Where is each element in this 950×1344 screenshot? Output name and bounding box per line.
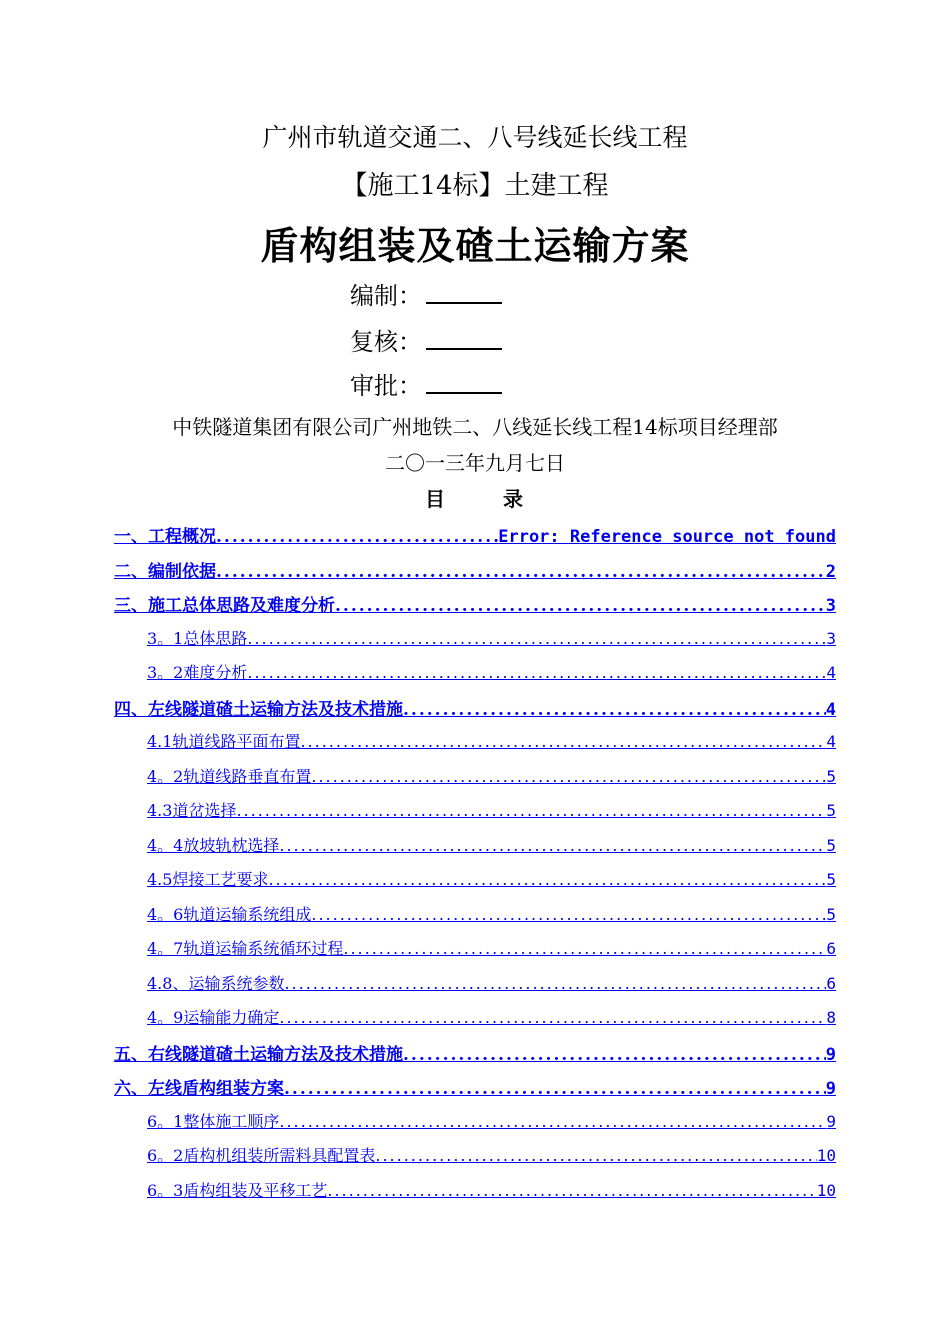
toc-leader-dots (216, 562, 826, 582)
toc-entry[interactable] (147, 936, 836, 959)
toc-entry-page: 9 (825, 1045, 836, 1065)
organization: 中铁隧道集团有限公司广州地铁二、八线延长线工程14标项目经理部 (172, 415, 778, 439)
toc-leader-dots (311, 905, 826, 924)
toc-heading-right: 录 (503, 487, 525, 511)
toc-entry[interactable] (147, 660, 836, 683)
toc-entry-page: 6 (826, 974, 836, 993)
toc-entry-page: 10 (816, 1146, 836, 1165)
project-name: 广州市轨道交通二、八号线延长线工程 (262, 123, 688, 152)
prepared-by-label: 编制： (350, 282, 422, 310)
toc-entry-page: 3 (825, 596, 836, 616)
toc-leader-dots (268, 870, 826, 889)
toc-entry-page: 4 (826, 663, 836, 682)
toc-entry[interactable] (147, 1178, 836, 1201)
toc-leader-dots (335, 596, 826, 616)
toc-entry[interactable] (147, 626, 836, 649)
toc-entry-label: 4。9运输能力确定 (147, 1008, 280, 1027)
toc-leader-dots (279, 836, 826, 855)
toc-entry[interactable] (147, 833, 836, 856)
toc-entry-label: 4。4放坡轨枕选择 (147, 836, 280, 855)
toc-leader-dots (343, 939, 826, 958)
toc-entry-page: 8 (826, 1008, 836, 1027)
toc-leader-dots (403, 1045, 826, 1065)
toc-entry-label: 一、工程概况 (114, 527, 216, 547)
toc-entry-label: 4。2轨道线路垂直布置 (147, 767, 312, 786)
toc-entry-page: 6 (826, 939, 836, 958)
toc-heading-left: 目 (425, 487, 447, 511)
toc-entry-label: 4.5焊接工艺要求 (147, 870, 269, 889)
toc-leader-dots (279, 1112, 826, 1131)
toc-entry[interactable] (147, 867, 836, 890)
toc-leader-dots (279, 1008, 826, 1027)
contract-section: 【施工14标】土建工程 (341, 171, 609, 201)
toc-entry-label: 五、右线隧道碴土运输方法及技术措施 (114, 1045, 403, 1065)
toc-entry[interactable] (147, 1109, 836, 1132)
toc-entry-label: 4.3道岔选择 (147, 801, 237, 820)
toc-leader-dots (300, 732, 826, 751)
approved-by-field (350, 366, 502, 401)
toc-entry-page: 5 (826, 905, 836, 924)
approved-by-label: 审批： (350, 372, 422, 400)
toc-leader-dots (216, 527, 498, 547)
document-date: 二〇一三年九月七日 (385, 451, 565, 475)
toc-entry-label: 6。3盾构组装及平移工艺 (147, 1181, 328, 1200)
toc-entry[interactable] (147, 1143, 836, 1166)
toc-entry-page: 5 (826, 836, 836, 855)
toc-entry-page: 5 (826, 767, 836, 786)
toc-entry-label: 4.8、运输系统参数 (147, 974, 285, 993)
toc-entry-label: 二、编制依据 (114, 562, 216, 582)
toc-entry-label: 4。7轨道运输系统循环过程 (147, 939, 344, 958)
toc-entry-page: Error: Reference source not found (498, 527, 836, 547)
toc-leader-dots (284, 1079, 826, 1099)
toc-entry-page: 9 (826, 1112, 836, 1131)
toc-entry[interactable] (147, 798, 836, 821)
toc-entry[interactable] (147, 729, 836, 752)
toc-entry-page: 4 (826, 732, 836, 751)
toc-entry-label: 4。6轨道运输系统组成 (147, 905, 312, 924)
toc-entry-label: 4.1轨道线路平面布置 (147, 732, 301, 751)
toc-entry-label: 6。2盾构机组装所需料具配置表 (147, 1146, 376, 1165)
toc-entry-page: 5 (826, 801, 836, 820)
reviewed-by-label: 复核： (350, 328, 422, 356)
toc-leader-dots (247, 629, 826, 648)
toc-entry[interactable] (114, 695, 836, 720)
toc-entry[interactable] (147, 1005, 836, 1028)
toc-entry[interactable] (114, 1040, 836, 1065)
toc-entry[interactable] (147, 902, 836, 925)
toc-leader-dots (403, 700, 826, 720)
toc-entry-label: 三、施工总体思路及难度分析 (114, 596, 335, 616)
prepared-by-blank (426, 282, 502, 304)
toc-entry[interactable] (114, 1074, 836, 1099)
reviewed-by-field (350, 322, 502, 357)
toc-entry[interactable] (147, 971, 836, 994)
toc-leader-dots (375, 1146, 816, 1165)
toc-leader-dots (284, 974, 826, 993)
toc-entry-label: 3。2难度分析 (147, 663, 248, 682)
toc-leader-dots (247, 663, 826, 682)
toc-entry-label: 六、左线盾构组装方案 (114, 1079, 284, 1099)
toc-entry-page: 9 (825, 1079, 836, 1099)
toc-entry-label: 四、左线隧道碴土运输方法及技术措施 (114, 700, 403, 720)
toc-entry[interactable] (114, 557, 836, 582)
prepared-by-field (350, 276, 502, 311)
toc-entry[interactable] (114, 591, 836, 616)
toc-leader-dots (236, 801, 826, 820)
toc-leader-dots (327, 1181, 816, 1200)
toc-leader-dots (311, 767, 826, 786)
toc-entry-page: 4 (825, 700, 836, 720)
toc-entry-label: 3。1总体思路 (147, 629, 248, 648)
toc-entry-page: 2 (825, 562, 836, 582)
toc-entry-label: 6。1整体施工顺序 (147, 1112, 280, 1131)
toc-heading (0, 483, 950, 512)
toc-entry-page: 10 (816, 1181, 836, 1200)
reviewed-by-blank (426, 328, 502, 350)
toc-entry[interactable] (114, 522, 836, 547)
toc-entry-page: 5 (826, 870, 836, 889)
document-title: 盾构组装及碴土运输方案 (260, 223, 690, 268)
toc-entry[interactable] (147, 764, 836, 787)
approved-by-blank (426, 372, 502, 394)
toc-entry-page: 3 (826, 629, 836, 648)
